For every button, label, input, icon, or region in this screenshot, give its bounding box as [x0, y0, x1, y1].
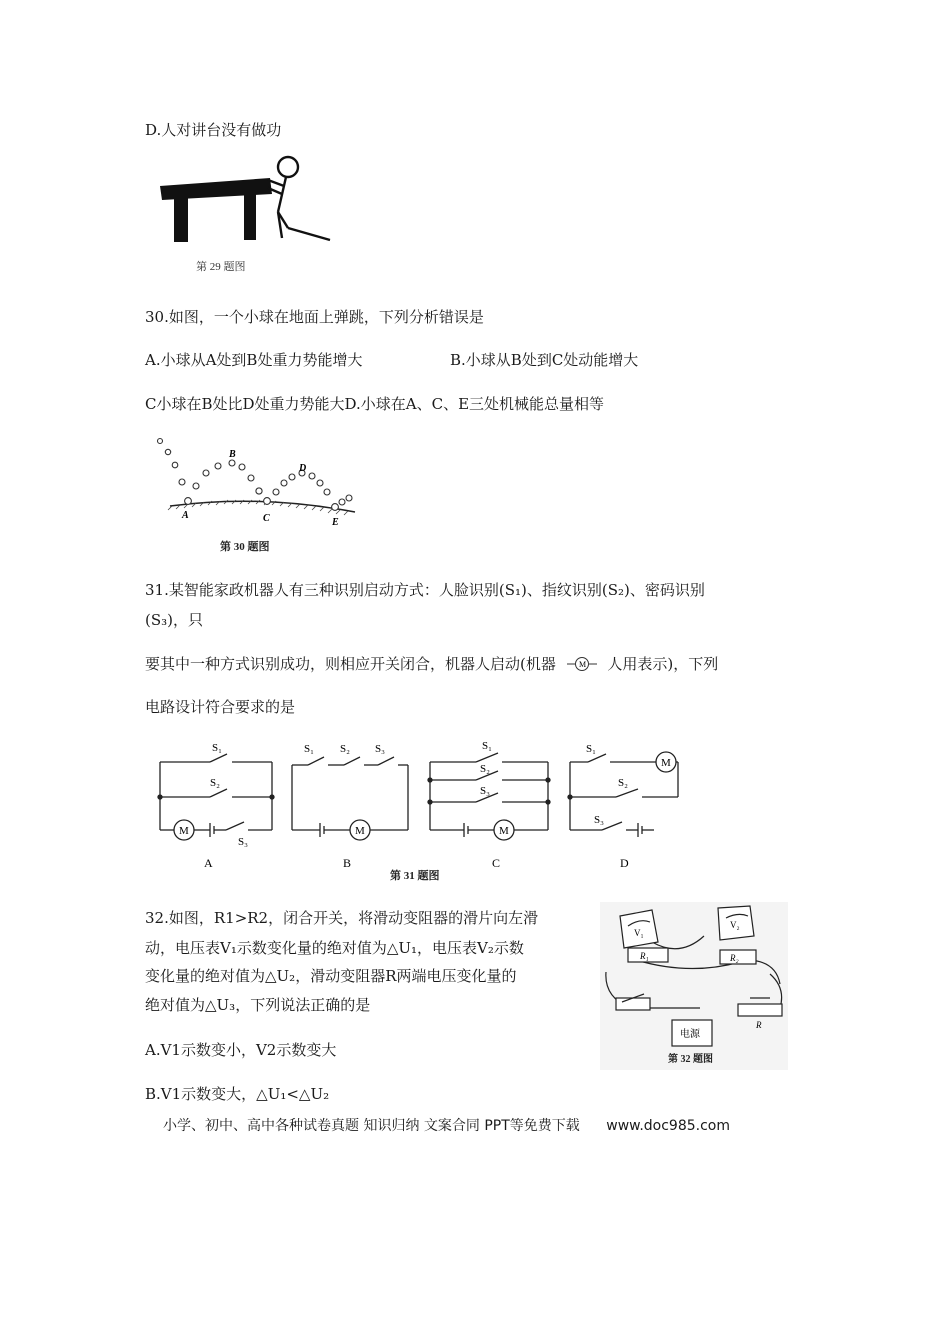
- footer: [163, 1115, 730, 1135]
- q32-option-a: A.V1示数变小，V2示数变大: [145, 1041, 337, 1059]
- motor-c-label: M: [499, 825, 509, 837]
- label-d: D: [299, 463, 307, 474]
- label-v1: V₁: [634, 928, 644, 938]
- q31-figure-caption: 第 31 题图: [390, 870, 440, 882]
- label-r1: R₁: [640, 951, 649, 961]
- q31-figure: [150, 735, 680, 885]
- q32-option-b: B.V1示数变大，△U₁<△U₂: [145, 1085, 330, 1103]
- q30-option-cd: C小球在B处比D处重力势能大D.小球在A、C、E三处机械能总量相等: [145, 395, 605, 413]
- label-v2: V₂: [730, 920, 740, 930]
- q32-stem-line1: 32.如图，R1>R2，闭合开关，将滑动变阻器的滑片向左滑: [145, 909, 539, 927]
- q32-figure-caption: 第 32 题图: [668, 1054, 713, 1065]
- q29-figure: [158, 150, 338, 278]
- q31-stem-line2-after: 人用表示)，下列: [607, 655, 719, 673]
- circuit-c-label: C: [492, 856, 501, 870]
- circuit-a-s2: S₂: [210, 777, 220, 789]
- circuit-d-label: D: [620, 856, 629, 870]
- circuit-b-s1: S₁: [304, 743, 314, 755]
- circuit-a-s1: S₁: [212, 742, 222, 754]
- circuit-b-label: B: [343, 856, 352, 870]
- motor-a-label: M: [179, 825, 189, 837]
- q32-stem-line2: 动，电压表V₁示数变化量的绝对值为△U₁，电压表V₂示数: [145, 939, 524, 957]
- q31-stem-line2-before: 要其中一种方式识别成功，则相应开关闭合，机器人启动(机器: [145, 655, 556, 673]
- ground-hatch: [168, 500, 348, 515]
- footer-url[interactable]: www.doc985.com: [606, 1118, 730, 1134]
- q30-option-b: B.小球从B处到C处动能增大: [450, 351, 639, 369]
- motor-symbol-inline-label: M: [578, 660, 586, 669]
- circuit-b-s3: S₃: [375, 743, 385, 755]
- label-c: C: [263, 513, 270, 524]
- motor-symbol-inline: [567, 656, 597, 672]
- q32-stem-line3: 变化量的绝对值为△U₂，滑动变阻器R两端电压变化量的: [145, 967, 517, 985]
- circuit-b: [292, 757, 408, 840]
- circuit-a-s3: S₃: [238, 836, 248, 848]
- q30-figure-caption: 第 30 题图: [220, 541, 270, 553]
- circuit-d-s3: S₃: [594, 814, 604, 826]
- label-r2: R₂: [730, 953, 739, 963]
- q31-stem-line3: 电路设计符合要求的是: [145, 698, 296, 716]
- lectern-illustration: [160, 178, 272, 242]
- label-a: A: [182, 510, 189, 521]
- label-e: E: [332, 517, 339, 528]
- circuit-c-s3: S₃: [480, 785, 490, 797]
- footer-text: 小学、初中、高中各种试卷真题 知识归纳 文案合同 PPT等免费下载: [163, 1118, 580, 1134]
- q30-stem: 30.如图，一个小球在地面上弹跳，下列分析错误是: [145, 308, 484, 326]
- q29-option-d: D.人对讲台没有做功: [145, 121, 282, 139]
- q32-stem-line4: 绝对值为△U₃，下列说法正确的是: [145, 996, 371, 1014]
- label-source: 电源: [680, 1029, 700, 1040]
- motor-d-label: M: [661, 757, 671, 769]
- q29-figure-caption: 第 29 题图: [196, 261, 246, 273]
- motor-b-label: M: [355, 825, 365, 837]
- q30-figure: [150, 430, 365, 558]
- circuit-a: [158, 754, 274, 840]
- circuit-c-s2: S₂: [480, 763, 490, 775]
- person-illustration: [268, 157, 330, 240]
- q32-figure: [600, 902, 788, 1070]
- circuit-d-s1: S₁: [586, 743, 596, 755]
- circuit-a-label: A: [204, 856, 213, 870]
- label-b: B: [229, 449, 236, 460]
- ball-trajectory: [158, 439, 353, 511]
- label-r: R: [756, 1020, 762, 1030]
- circuit-c-s1: S₁: [482, 740, 492, 752]
- q31-stem-line1: 31.某智能家政机器人有三种识别启动方式：人脸识别(S₁)、指纹识别(S₂)、密码识别: [145, 581, 705, 599]
- ground-line: [170, 501, 355, 512]
- q31-stem-line1-wrap: (S₃)，只: [145, 611, 203, 629]
- q30-option-a: A.小球从A处到B处重力势能增大: [145, 351, 363, 369]
- circuit-b-s2: S₂: [340, 743, 350, 755]
- q31-stem-line2: [145, 654, 718, 674]
- circuit-d-s2: S₂: [618, 777, 628, 789]
